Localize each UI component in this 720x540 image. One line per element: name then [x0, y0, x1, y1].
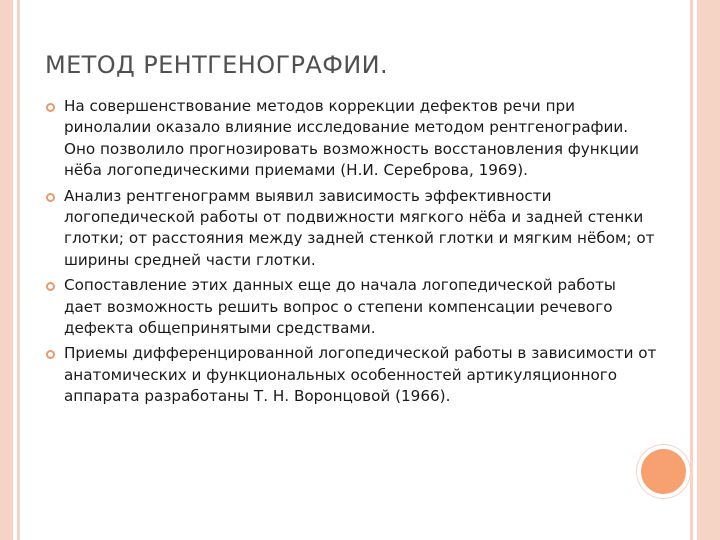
bullet-ring-icon — [46, 103, 55, 112]
right-border-band — [697, 0, 720, 540]
slide-title: МЕТОД РЕНТГЕНОГРАФИИ. — [45, 51, 389, 79]
right-border-line — [690, 0, 693, 540]
bullet-ring-icon — [46, 282, 55, 291]
bullet-text: На совершенствование методов коррекции дефектов речи при ринолалии оказало влияние исследование методом рентгенографии. Оно позволило прогнозировать возможность восстановления функции нёба логопедическими приемами (Н.И. Сереброва, 1969). — [64, 97, 639, 180]
left-border-line — [17, 0, 20, 540]
bullet-ring-icon — [46, 193, 55, 202]
bullet-item — [45, 96, 657, 182]
bullet-ring-icon — [46, 350, 55, 359]
bullet-list — [45, 96, 657, 412]
bullet-item — [45, 186, 657, 272]
left-border-band — [0, 0, 13, 540]
bullet-text: Приемы дифференцированной логопедической работы в зависимости от анатомических и функциональных особенностей артикуляционного аппарата разработаны Т. Н. Воронцовой (1966). — [64, 344, 657, 406]
bullet-item — [45, 275, 657, 339]
bullet-item — [45, 343, 657, 407]
bullet-text: Сопоставление этих данных еще до начала логопедической работы дает возможность решить вопрос о степени компенсации речевого дефекта общепринятыми средствами. — [64, 276, 616, 338]
decorative-circle — [641, 449, 686, 494]
bullet-text: Анализ рентгенограмм выявил зависимость эффективности логопедической работы от подвижности мягкого нёба и задней стенки глотки; от расстояния между задней стенкой глотки и мягким нёбом; от ширины средней части глотки. — [64, 186, 655, 269]
